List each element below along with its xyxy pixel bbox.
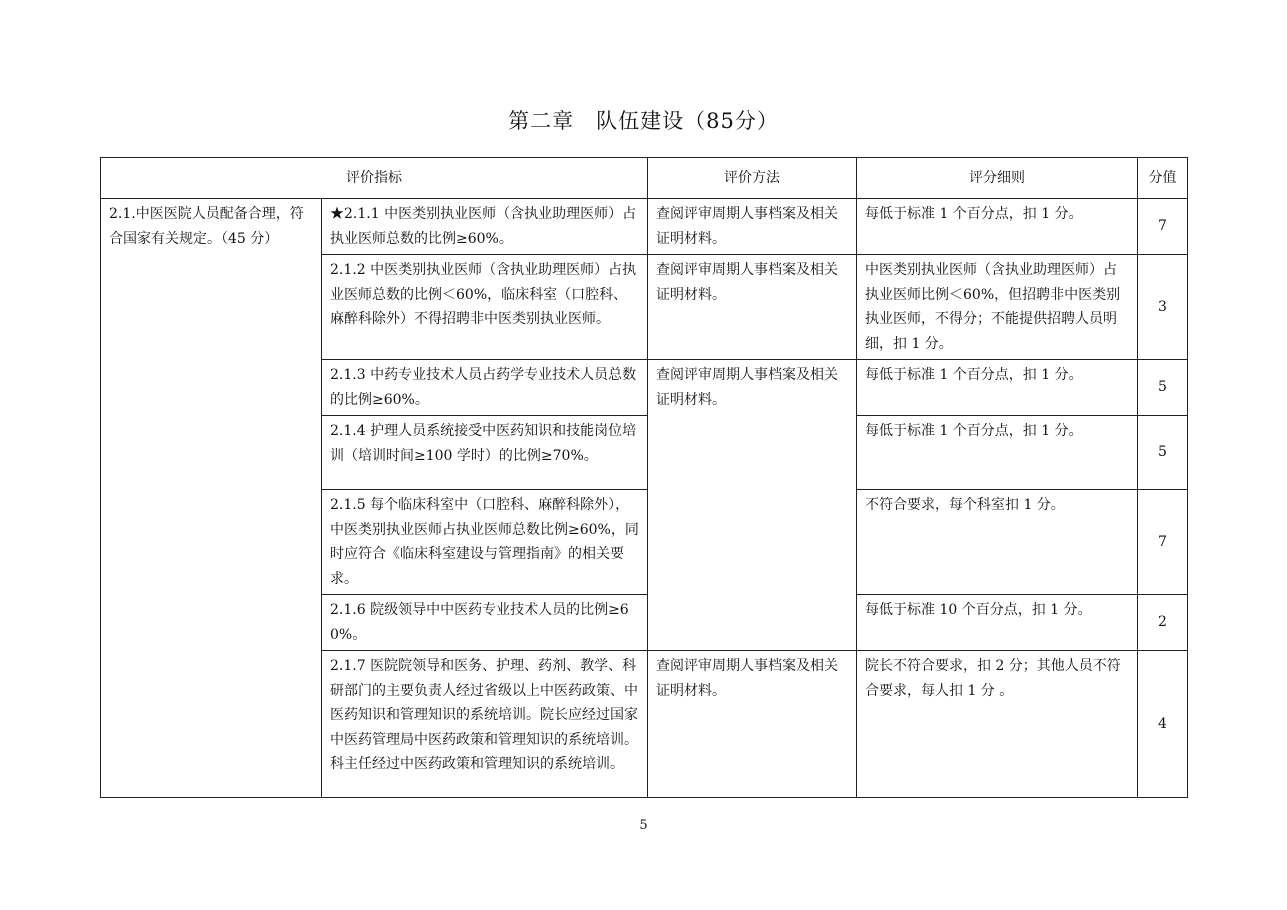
indicator-cell: ★2.1.1 中医类别执业医师（含执业助理医师）占执业医师总数的比例≥60%。 [322,199,648,255]
score-cell: 5 [1138,360,1188,416]
rule-cell: 每低于标准 1 个百分点，扣 1 分。 [857,360,1138,416]
score-cell: 3 [1138,255,1188,360]
rule-cell: 不符合要求，每个科室扣 1 分。 [857,490,1138,595]
indicator-cell: 2.1.7 医院院领导和医务、护理、药剂、教学、科研部门的主要负责人经过省级以上中医药政策、中医药知识和管理知识的系统培训。院长应经过国家中医药管理局中医药政策和管理知识的系统培训。科主任经过中医药政策和管理知识的系统培训。 [322,651,648,798]
header-rules: 评分细则 [857,158,1138,199]
score-cell: 4 [1138,651,1188,798]
chapter-title: 第二章 队伍建设（85分） [508,109,779,133]
method-cell: 查阅评审周期人事档案及相关证明材料。 [648,199,857,255]
table-header-row [101,158,1188,199]
score-cell: 2 [1138,595,1188,651]
method-cell: 查阅评审周期人事档案及相关证明材料。 [648,255,857,360]
rule-cell: 每低于标准 1 个百分点，扣 1 分。 [857,416,1138,490]
header-indicator: 评价指标 [101,158,648,199]
score-cell: 7 [1138,490,1188,595]
rule-cell: 每低于标准 10 个百分点，扣 1 分。 [857,595,1138,651]
method-cell: 查阅评审周期人事档案及相关证明材料。 [648,651,857,798]
indicator-cell: 2.1.6 院级领导中中医药专业技术人员的比例≥60%。 [322,595,648,651]
header-method: 评价方法 [648,158,857,199]
indicator-cell: 2.1.5 每个临床科室中（口腔科、麻醉科除外），中医类别执业医师占执业医师总数比例≥60%，同时应符合《临床科室建设与管理指南》的相关要求。 [322,490,648,595]
page-number: 5 [639,818,648,833]
indicator-cell: 2.1.2 中医类别执业医师（含执业助理医师）占执业医师总数的比例＜60%，临床科室（口腔科、麻醉科除外）不得招聘非中医类别执业医师。 [322,255,648,360]
indicator-cell: 2.1.3 中药专业技术人员占药学专业技术人员总数的比例≥60%。 [322,360,648,416]
evaluation-table [100,157,1188,798]
method-cell: 查阅评审周期人事档案及相关证明材料。 [648,360,857,651]
rule-cell: 中医类别执业医师（含执业助理医师）占执业医师比例＜60%，但招聘非中医类别执业医师，不得分；不能提供招聘人员明细，扣 1 分。 [857,255,1138,360]
rule-cell: 每低于标准 1 个百分点，扣 1 分。 [857,199,1138,255]
score-cell: 7 [1138,199,1188,255]
header-score: 分值 [1138,158,1188,199]
score-cell: 5 [1138,416,1188,490]
table-row [101,199,1188,255]
rule-cell: 院长不符合要求，扣 2 分；其他人员不符合要求，每人扣 1 分 。 [857,651,1138,798]
section-indicator-cell: 2.1.中医医院人员配备合理，符合国家有关规定。（45 分） [101,199,322,798]
indicator-cell: 2.1.4 护理人员系统接受中医药知识和技能岗位培训（培训时间≥100 学时）的比例≥70%。 [322,416,648,490]
